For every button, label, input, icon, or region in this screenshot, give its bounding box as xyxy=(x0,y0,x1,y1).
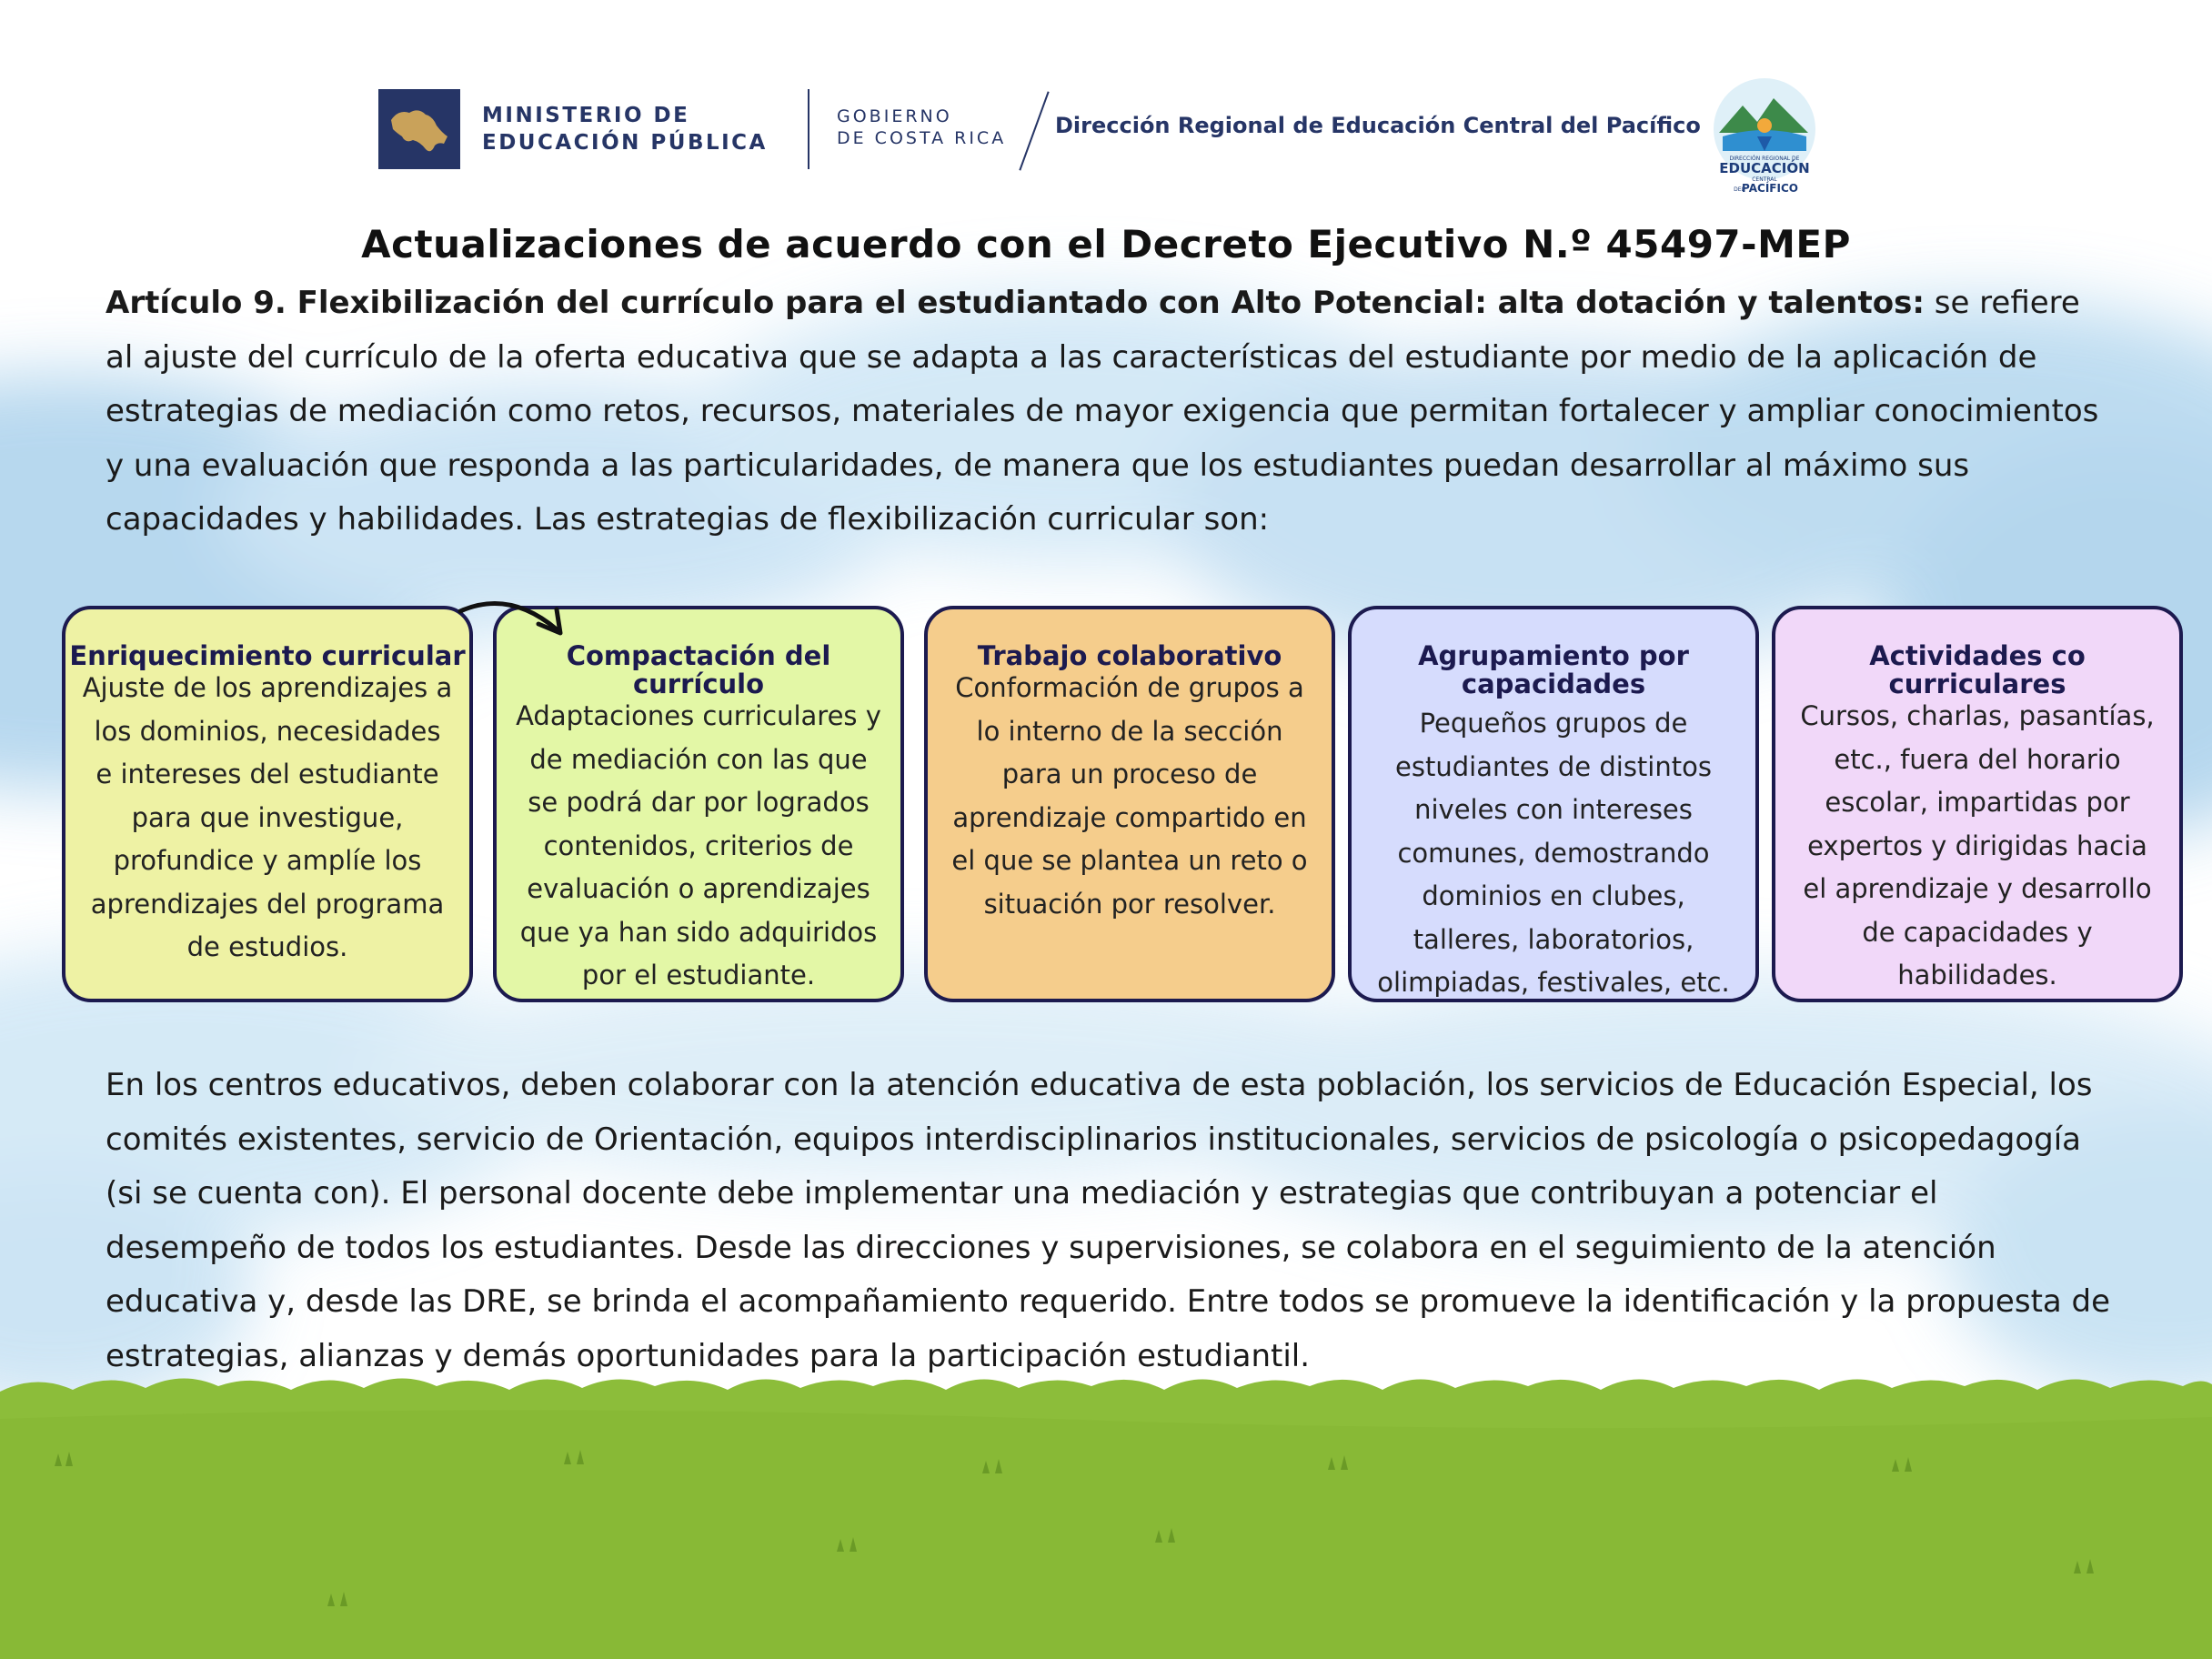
dre-logo-big-text: EDUCACIÓN xyxy=(1719,160,1810,176)
costa-rica-map-icon xyxy=(378,89,460,169)
article-lead: Artículo 9. Flexibilización del currículo para el estudiantado con Alto Potencial: alta dotación y talentos: xyxy=(106,285,1925,321)
closing-paragraph: En los centros educativos, deben colaborar con la atención educativa de esta población, los servicios de Educación Especial, los comités existentes, servicio de Orientación, equipos interdisciplinarios institucionales, servicios de psicología o psicopedagogía (si se cuenta con). El personal docente debe implementar una mediación y estrategias que contribuyan a potenciar el desempeño de todos los estudiantes. Desde las direcciones y supervisiones, se colabora en el seguimiento de la atención educativa y, desde las DRE, se brinda el acompañamiento requerido. Entre todos se promueve la identificación y la propuesta de estrategias, alianzas y demás oportunidades para la participación estudiantil. xyxy=(106,1067,2111,1374)
strategy-title: Enriquecimiento curricular xyxy=(69,640,466,671)
ministry-line-2: EDUCACIÓN PÚBLICA xyxy=(482,131,768,155)
government-name xyxy=(837,106,1006,149)
header-slash-divider xyxy=(1019,91,1049,170)
government-line-2: DE COSTA RICA xyxy=(837,128,1007,148)
header-divider xyxy=(808,89,809,169)
dre-central-pacifico-logo xyxy=(1706,73,1823,209)
strategy-card-enriquecimiento xyxy=(62,606,473,1002)
strategy-card-agrupamiento xyxy=(1348,606,1759,1002)
strategy-title: Trabajo colaborativo xyxy=(977,640,1282,671)
strategy-text: Cursos, charlas, pasantías, etc., fuera del horario escolar, impartidas por expertos y dirigidas hacia el aprendizaje y desarrollo de capacidades y habilidades. xyxy=(1800,700,2155,990)
article-body: se refiere al ajuste del currículo de la oferta educativa que se adapta a las características del estudiante por medio de la aplicación de estrategias de mediación como retos, recursos, materiales de mayor exigencia que permitan fortalecer y ampliar conocimientos y una evaluación que responda a las particularidades, de manera que los estudiantes puedan desarrollar al máximo sus capacidades y habilidades. Las estrategias de flexibilización curricular son: xyxy=(106,285,2099,538)
strategy-card-trabajo-colaborativo xyxy=(924,606,1335,1002)
regional-direction-name: Dirección Regional de Educación Central del Pacífico xyxy=(1055,113,1701,138)
grass-field xyxy=(0,1364,2212,1659)
strategy-text: Ajuste de los aprendizajes a los dominios, necesidades e intereses del estudiante para que investigue, profundice y amplíe los aprendizajes del programa de estudios. xyxy=(82,672,453,962)
government-line-1: GOBIERNO xyxy=(837,106,952,126)
ministry-line-1: MINISTERIO DE xyxy=(482,104,690,127)
dre-logo-del-text: DEL xyxy=(1734,186,1744,193)
ministry-name xyxy=(482,102,768,156)
header xyxy=(0,0,2212,218)
strategy-title: Agrupamiento por capacidades xyxy=(1418,640,1689,699)
dre-logo-pacifico-text: PACÍFICO xyxy=(1742,182,1798,195)
page-title: Actualizaciones de acuerdo con el Decreto Ejecutivo N.º 45497-MEP xyxy=(361,222,1851,266)
strategy-title: Compactación del currículo xyxy=(566,640,831,699)
strategy-title: Actividades co curriculares xyxy=(1869,640,2086,699)
dre-logo-central-text: CENTRAL xyxy=(1752,176,1777,183)
curved-arrow-icon xyxy=(455,593,573,644)
strategy-card-cocurriculares xyxy=(1772,606,2183,1002)
strategy-text: Pequeños grupos de estudiantes de distintos niveles con intereses comunes, demostrando dominios en clubes, talleres, laboratorios, olimpiadas, festivales, etc. xyxy=(1377,708,1730,998)
strategy-card-compactacion xyxy=(493,606,904,1002)
article-paragraph xyxy=(106,276,2116,548)
strategy-text: Adaptaciones curriculares y de mediación con las que se podrá dar por logrados contenidos, criterios de evaluación o aprendizajes que ya han sido adquiridos por el estudiante. xyxy=(516,700,881,990)
dre-logo-small-text: DIRECCIÓN REGIONAL DE xyxy=(1729,156,1800,162)
strategy-text: Conformación de grupos a lo interno de la sección para un proceso de aprendizaje compartido en el que se plantea un reto o situación por resolver. xyxy=(951,672,1308,920)
